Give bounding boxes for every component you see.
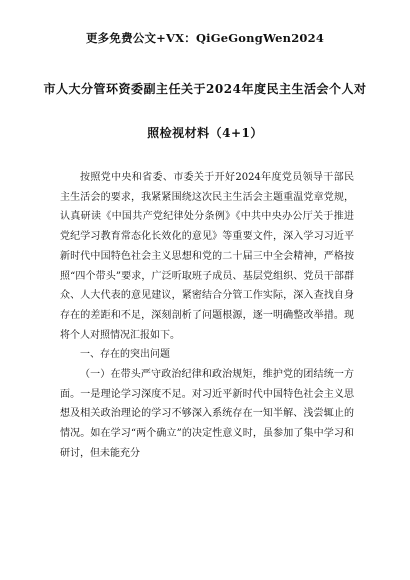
document-body: [60, 168, 354, 464]
intro-paragraph: 按照党中央和省委、市委关于开好2024年度党员领导干部民主生活会的要求，我紧紧围绕这次民主生活会主题重温党章党规，认真研读《中国共产党纪律处分条例》《中共中央办公厅关于推进党纪学习教育常态化长效化的意见》等重要文件，深入学习习近平新时代中国特色社会主义思想和党的二十届三中全会精神，严格按照“四个带头”要求，广泛听取班子成员、基层党组织、党员干部群众、人大代表的意见建议，紧密结合分管工作实际，深入查找自身存在的差距和不足，深刻剖析了问题根源，逐一明确整改举措。现将个人对照情况汇报如下。: [60, 172, 354, 341]
section-heading: 一、存在的突出问题: [80, 349, 170, 361]
document-title-line-1: 市人大分管环资委副主任关于2024年度民主生活会个人对: [43, 82, 367, 96]
document-title-line-2: 照检视材料（4+1）: [147, 126, 263, 140]
promo-header: 更多免费公文+VX：QiGeGongWen2024: [85, 31, 325, 45]
subsection-paragraph: （一）在带头严守政治纪律和政治规矩，维护党的团结统一方面。一是理论学习深度不足。对习近平新时代中国特色社会主义思想及相关政治理论的学习不够深入系统存在一知半解、浅尝辄止的情况。如在学习“两个确立”的决定性意义时，虽参加了集中学习和研讨，但未能充分: [60, 369, 354, 459]
